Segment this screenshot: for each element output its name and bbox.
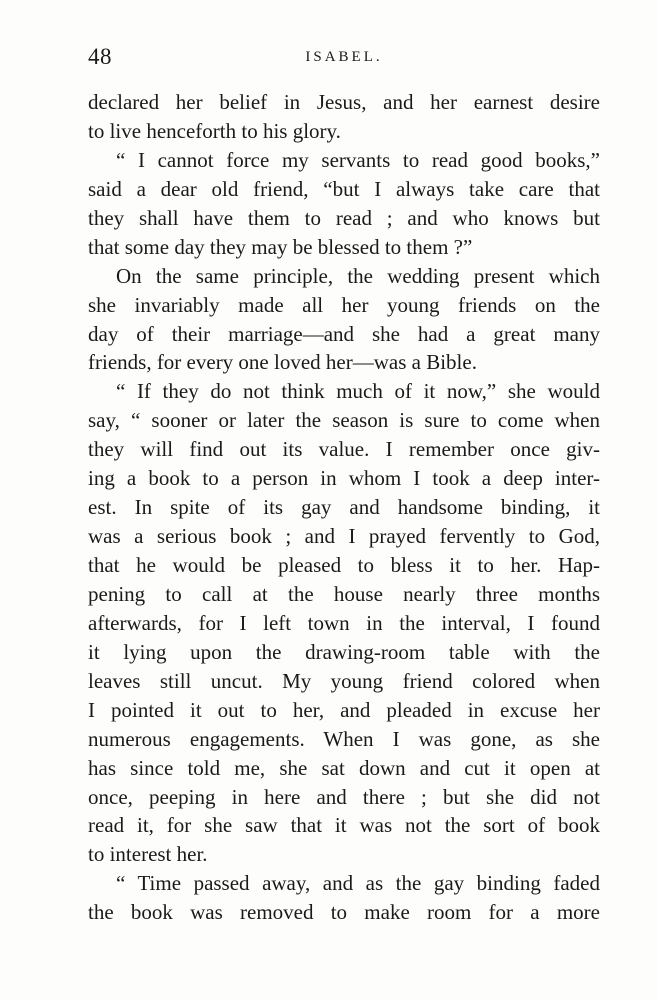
text-line: they shall have them to read ; and who knows but (88, 205, 600, 230)
page-number: 48 (88, 44, 112, 69)
text-line: ing a book to a person in whom I took a deep inter- (88, 466, 600, 491)
text-line: afterwards, for I left town in the interval, I found (88, 610, 600, 635)
text-line: day of their marriage—and she had a great many (88, 321, 600, 346)
text-line: “ If they do not think much of it now,” she would (116, 379, 600, 404)
text-line: On the same principle, the wedding present which (116, 263, 600, 288)
text-line: “ Time passed away, and as the gay binding faded (116, 871, 600, 896)
text-line: that he would be pleased to bless it to her. Hap- (88, 553, 600, 577)
running-head (88, 44, 600, 76)
text-line: “ I cannot force my servants to read good books,” (116, 147, 600, 172)
text-line: the book was removed to make room for a more (88, 900, 600, 925)
running-title: ISABEL. (305, 49, 383, 65)
text-line: she invariably made all her young friends on the (88, 292, 600, 317)
text-line: once, peeping in here and there ; but she did not (88, 784, 600, 809)
text-line: pening to call at the house nearly three months (88, 581, 600, 606)
text-line: to live henceforth to his glory. (88, 118, 341, 143)
text-line: it lying upon the drawing-room table with the (88, 639, 600, 664)
text-line: that some day they may be blessed to them ?” (88, 234, 473, 259)
text-line: read it, for she saw that it was not the sort of book (88, 813, 600, 838)
text-line: leaves still uncut. My young friend colored when (88, 668, 600, 693)
text-line: has since told me, she sat down and cut it open at (88, 755, 600, 780)
text-line: was a serious book ; and I prayed fervently to God, (88, 524, 600, 549)
text-line: numerous engagements. When I was gone, as she (88, 726, 600, 751)
text-line: say, “ sooner or later the season is sure to come when (88, 408, 600, 433)
text-line: friends, for every one loved her—was a Bible. (88, 350, 477, 375)
text-line: I pointed it out to her, and pleaded in excuse her (88, 697, 600, 722)
text-line: said a dear old friend, “but I always take care that (88, 176, 600, 201)
text-line: they will find out its value. I remember once giv- (88, 437, 600, 462)
text-line: est. In spite of its gay and handsome binding, it (88, 495, 600, 520)
text-line: declared her belief in Jesus, and her earnest desire (88, 90, 600, 114)
body-text (88, 88, 600, 927)
text-line: to interest her. (88, 842, 208, 867)
